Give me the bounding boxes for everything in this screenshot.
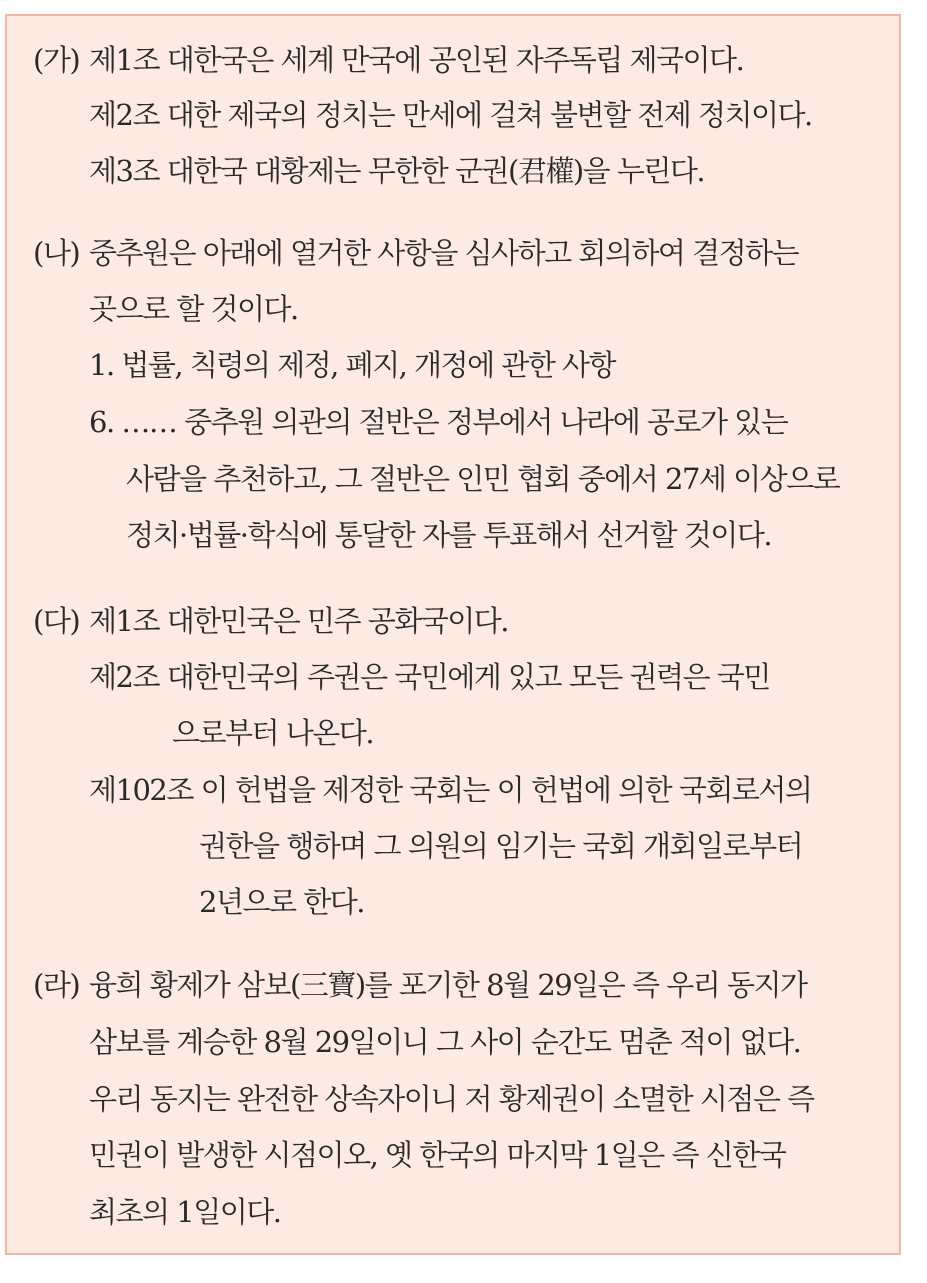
section-ra-line-5: 최초의 1일이다. xyxy=(89,1195,281,1229)
section-na-line-2: 곳으로 할 것이다. xyxy=(89,292,298,326)
section-na-item-6-line-3: 정치·법률·학식에 통달한 자를 투표해서 선거할 것이다. xyxy=(126,518,772,552)
section-da-line-1: 제1조 대한민국은 민주 공화국이다. xyxy=(89,604,509,638)
section-ra-label: (라) xyxy=(33,968,80,1002)
section-da-line-5: 권한을 행하며 그 의원의 임기는 국회 개회일로부터 xyxy=(199,829,803,863)
section-da-label: (다) xyxy=(33,604,80,638)
section-ra-line-2: 삼보를 계승한 8월 29일이니 그 사이 순간도 멈춘 적이 없다. xyxy=(89,1025,801,1059)
section-da-line-2: 제2조 대한민국의 주권은 국민에게 있고 모든 권력은 국민 xyxy=(89,660,770,694)
section-ga-line-2: 제2조 대한 제국의 정치는 만세에 걸쳐 불변할 전제 정치이다. xyxy=(89,98,812,132)
section-na-item-6-line-1: 6. …… 중추원 의관의 절반은 정부에서 나라에 공로가 있는 xyxy=(89,405,788,439)
section-na-item-6-line-2: 사람을 추천하고, 그 절반은 인민 협회 중에서 27세 이상으로 xyxy=(126,462,840,496)
section-da-line-3: 으로부터 나온다. xyxy=(172,716,374,750)
section-da-line-6: 2년으로 한다. xyxy=(199,885,364,919)
section-da-line-4: 제102조 이 헌법을 제정한 국회는 이 헌법에 의한 국회로서의 xyxy=(89,773,812,807)
section-ga-label: (가) xyxy=(33,43,80,77)
section-na-label: (나) xyxy=(33,236,80,270)
section-ga-line-1: 제1조 대한국은 세계 만국에 공인된 자주독립 제국이다. xyxy=(89,43,744,77)
section-ra-line-3: 우리 동지는 완전한 상속자이니 저 황제권이 소멸한 시점은 즉 xyxy=(89,1082,814,1116)
section-na-line-1: 중추원은 아래에 열거한 사항을 심사하고 회의하여 결정하는 xyxy=(89,236,799,270)
section-ra-line-4: 민권이 발생한 시점이오, 옛 한국의 마지막 1일은 즉 신한국 xyxy=(89,1138,786,1172)
section-na-item-1: 1. 법률, 칙령의 제정, 폐지, 개정에 관한 사항 xyxy=(89,348,616,382)
section-ra-line-1: 융희 황제가 삼보(三寶)를 포기한 8월 29일은 즉 우리 동지가 xyxy=(89,968,807,1002)
section-ga-line-3: 제3조 대한국 대황제는 무한한 군권(君權)을 누린다. xyxy=(89,154,705,188)
